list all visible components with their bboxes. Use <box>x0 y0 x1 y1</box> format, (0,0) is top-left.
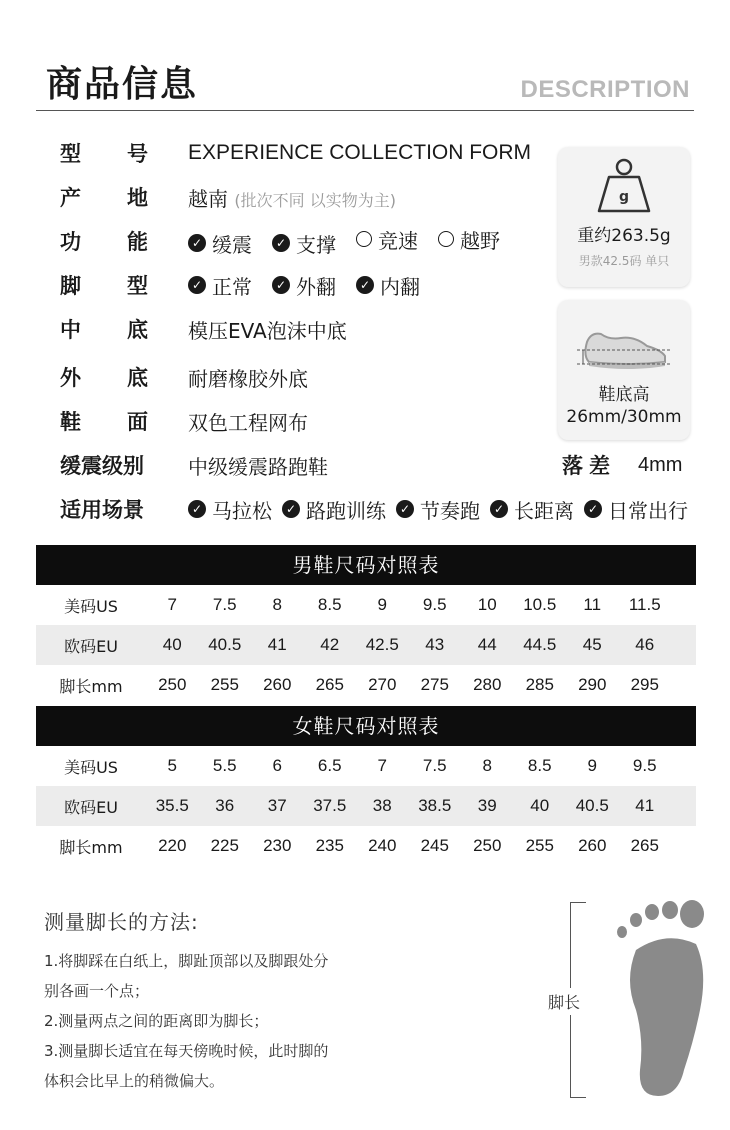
shoe-sole-icon <box>569 312 679 376</box>
table-cell: 235 <box>315 836 344 855</box>
spec-value: 耐磨橡胶外底 <box>188 366 308 391</box>
weight-icon <box>589 155 659 217</box>
table-cell: 220 <box>158 836 187 855</box>
spec-row-foot-type <box>60 268 440 302</box>
svg-text:g: g <box>618 189 630 205</box>
spec-label: 适用场景 <box>60 498 144 522</box>
table-cell: 9 <box>587 756 597 775</box>
sole-height-label: 鞋底高 <box>598 385 650 405</box>
table-cell: 38.5 <box>418 796 452 815</box>
check-circle-icon: ✓ <box>584 500 602 518</box>
check-circle-icon: ✓ <box>396 500 414 518</box>
sole-height-value: 26mm/30mm <box>566 407 682 427</box>
table-cell: 7 <box>167 595 177 614</box>
table-cell: 36 <box>215 796 235 815</box>
option-label: 日常出行 <box>608 498 688 523</box>
spec-label: 中 底 <box>60 318 148 342</box>
option-checked <box>396 495 480 524</box>
sole-height-card <box>558 300 690 440</box>
spec-label: 鞋 面 <box>60 410 148 434</box>
measure-section <box>0 890 730 1130</box>
option-checked <box>356 271 420 300</box>
table-cell: 290 <box>578 675 607 694</box>
table-cell: 8.5 <box>317 595 342 614</box>
origin-note: (批次不同 以实物为主) <box>234 190 396 210</box>
table-cell: 43 <box>425 635 445 654</box>
foot-type-options <box>188 270 440 300</box>
drop-value: 4mm <box>638 453 683 476</box>
table-cell: 42.5 <box>365 635 399 654</box>
option-label: 路跑训练 <box>306 498 386 523</box>
check-circle-icon: ✓ <box>188 500 206 518</box>
table-cell: 11 <box>583 595 602 614</box>
measure-step-line: 1.将脚踩在白纸上，脚趾顶部以及脚跟处分 <box>44 952 329 970</box>
spec-row-model <box>60 136 531 170</box>
table-cell: 40.5 <box>208 635 242 654</box>
option-checked <box>272 229 336 258</box>
table-cell: 295 <box>630 675 659 694</box>
foot-length-label: 脚长 <box>548 988 580 1015</box>
option-label: 外翻 <box>296 274 336 299</box>
weight-card <box>558 147 690 287</box>
table-cell: 260 <box>263 675 292 694</box>
option-label: 节奏跑 <box>420 498 480 523</box>
page-title: 商品信息 <box>46 64 199 105</box>
table-cell: 37 <box>267 796 287 815</box>
table-cell: 44 <box>477 635 497 654</box>
table-cell: 8 <box>272 595 282 614</box>
table-cell: 9.5 <box>632 756 657 775</box>
table-row <box>36 665 696 705</box>
table-cell: 7 <box>377 756 387 775</box>
spec-value: EXPERIENCE COLLECTION FORM <box>188 141 532 164</box>
table-cell: 245 <box>420 836 449 855</box>
spec-value: 双色工程网布 <box>188 410 308 435</box>
row-label: 美码US <box>64 596 118 616</box>
spec-row-upper <box>60 404 308 438</box>
men-table-title: 男鞋尺码对照表 <box>36 545 696 585</box>
table-row <box>36 625 696 665</box>
table-cell: 6 <box>272 756 282 775</box>
table-cell: 255 <box>525 836 554 855</box>
spec-label: 型 号 <box>60 142 148 166</box>
option-checked <box>282 495 386 524</box>
header <box>0 0 730 112</box>
option-checked <box>584 495 688 524</box>
row-label: 欧码EU <box>64 797 118 817</box>
table-cell: 40 <box>530 796 550 815</box>
table-cell: 41 <box>267 635 287 654</box>
drop-spec <box>562 448 682 482</box>
empty-circle-icon <box>438 231 454 247</box>
weight-note: 男款42.5码 单只 <box>578 254 670 268</box>
option-label: 越野 <box>460 228 500 253</box>
table-cell: 275 <box>420 675 449 694</box>
spec-row-function <box>60 224 520 258</box>
measure-step-line: 3.测量脚长适宜在每天傍晚时候，此时脚的 <box>44 1042 329 1060</box>
table-cell: 35.5 <box>155 796 189 815</box>
check-circle-icon: ✓ <box>188 234 206 252</box>
spec-value: 越南 (批次不同 以实物为主) <box>188 186 396 211</box>
table-cell: 270 <box>368 675 397 694</box>
table-cell: 39 <box>477 796 497 815</box>
spec-label: 缓震级别 <box>60 454 144 478</box>
spec-row-midsole <box>60 312 347 346</box>
table-cell: 7.5 <box>422 756 447 775</box>
foot-diagram <box>548 900 708 1105</box>
scene-options <box>188 494 698 524</box>
spec-label: 外 底 <box>60 366 148 390</box>
header-divider <box>36 110 694 111</box>
table-cell: 8 <box>482 756 492 775</box>
table-cell: 240 <box>368 836 397 855</box>
function-options <box>188 225 520 258</box>
option-label: 马拉松 <box>212 498 272 523</box>
table-cell: 40 <box>162 635 182 654</box>
option-checked <box>272 271 336 300</box>
option-label: 正常 <box>212 274 252 299</box>
table-cell: 5 <box>167 756 177 775</box>
table-cell: 285 <box>525 675 554 694</box>
check-circle-icon: ✓ <box>188 276 206 294</box>
row-label: 脚长mm <box>59 837 123 857</box>
table-cell: 8.5 <box>527 756 552 775</box>
spec-label: 脚 型 <box>60 274 148 298</box>
table-cell: 10 <box>477 595 497 614</box>
women-table-title: 女鞋尺码对照表 <box>36 706 696 746</box>
table-cell: 42 <box>320 635 340 654</box>
row-label: 美码US <box>64 757 118 777</box>
description-label: DESCRIPTION <box>520 76 690 103</box>
check-circle-icon: ✓ <box>490 500 508 518</box>
table-cell: 255 <box>210 675 239 694</box>
check-circle-icon: ✓ <box>282 500 300 518</box>
option-unchecked <box>356 225 418 254</box>
table-row <box>36 585 696 625</box>
option-unchecked <box>438 225 500 254</box>
spec-label: 功 能 <box>60 230 148 254</box>
women-size-table <box>36 706 696 866</box>
table-cell: 6.5 <box>317 756 342 775</box>
table-cell: 10.5 <box>523 595 557 614</box>
option-label: 缓震 <box>212 232 252 257</box>
table-cell: 11.5 <box>628 595 661 614</box>
option-label: 长距离 <box>514 498 574 523</box>
table-cell: 250 <box>473 836 502 855</box>
spec-row-scenes <box>60 492 698 526</box>
option-checked <box>188 271 252 300</box>
table-cell: 230 <box>263 836 292 855</box>
measure-step-line: 别各画一个点； <box>44 982 150 1000</box>
measure-step-line: 2.测量两点之间的距离即为脚长； <box>44 1012 269 1030</box>
table-cell: 265 <box>315 675 344 694</box>
table-cell: 44.5 <box>523 635 557 654</box>
measure-title: 测量脚长的方法: <box>44 910 199 934</box>
table-cell: 38 <box>372 796 392 815</box>
drop-label: 落差 <box>562 454 616 478</box>
spec-label: 产 地 <box>60 186 148 210</box>
table-cell: 280 <box>473 675 502 694</box>
table-cell: 46 <box>635 635 655 654</box>
spec-row-origin <box>60 180 396 214</box>
row-label: 脚长mm <box>59 676 123 696</box>
table-cell: 5.5 <box>212 756 237 775</box>
table-row <box>36 746 696 786</box>
check-circle-icon: ✓ <box>356 276 374 294</box>
table-cell: 260 <box>578 836 607 855</box>
check-circle-icon: ✓ <box>272 276 290 294</box>
men-size-table <box>36 545 696 705</box>
footprint-icon <box>596 900 706 1100</box>
weight-value: 重约263.5g <box>577 226 671 246</box>
row-label: 欧码EU <box>64 636 118 656</box>
spec-value: 中级缓震路跑鞋 <box>188 454 328 479</box>
table-cell: 9 <box>377 595 387 614</box>
spec-value: 模压EVA泡沫中底 <box>188 318 347 343</box>
table-row <box>36 826 696 866</box>
table-cell: 45 <box>582 635 602 654</box>
spec-row-outsole <box>60 360 308 394</box>
option-checked <box>188 495 272 524</box>
option-checked <box>188 229 252 258</box>
option-label: 内翻 <box>380 274 420 299</box>
check-circle-icon: ✓ <box>272 234 290 252</box>
table-cell: 225 <box>210 836 239 855</box>
empty-circle-icon <box>356 231 372 247</box>
option-label: 竞速 <box>378 228 418 253</box>
table-cell: 9.5 <box>422 595 447 614</box>
table-cell: 250 <box>158 675 187 694</box>
table-cell: 7.5 <box>212 595 237 614</box>
spec-row-cushion <box>60 448 328 482</box>
table-cell: 40.5 <box>575 796 609 815</box>
table-cell: 41 <box>635 796 655 815</box>
option-checked <box>490 495 574 524</box>
option-label: 支撑 <box>296 232 336 257</box>
measure-step-line: 体积会比早上的稍微偏大。 <box>44 1072 225 1090</box>
table-cell: 37.5 <box>313 796 347 815</box>
table-cell: 265 <box>630 836 659 855</box>
table-row <box>36 786 696 826</box>
